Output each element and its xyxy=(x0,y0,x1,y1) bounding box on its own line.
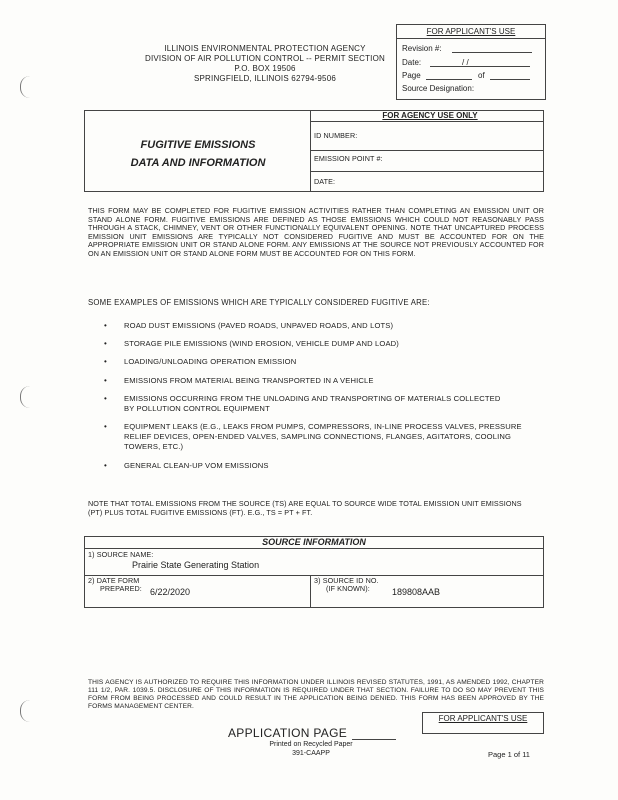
footer-applicant-title: FOR APPLICANT'S USE xyxy=(438,714,528,723)
revision-field[interactable] xyxy=(452,52,532,53)
date-prepared-label xyxy=(88,577,142,593)
bullet-icon: • xyxy=(104,357,107,366)
page-label: Page xyxy=(402,71,421,80)
scan-mark-top xyxy=(20,76,31,98)
example-item: EMISSIONS OCCURRING FROM THE UNLOADING AND TRANSPORTING OF MATERIALS COLLECTED BY POLLUTION CONTROL EQUIPMENT xyxy=(124,394,501,413)
agency-po-box: P.O. BOX 19506 xyxy=(234,64,296,73)
application-page-field[interactable] xyxy=(352,739,396,740)
date-prepared-label-1: 2) DATE FORM xyxy=(88,576,140,585)
source-name-label: 1) SOURCE NAME: xyxy=(88,550,154,559)
page-number: Page 1 of 11 xyxy=(488,750,530,759)
agency-city: SPRINGFIELD, ILLINOIS 62794-9506 xyxy=(193,74,337,83)
scan-mark-middle xyxy=(20,386,31,408)
example-item: GENERAL CLEAN-UP VOM EMISSIONS xyxy=(124,461,269,470)
footer-paragraph: THIS AGENCY IS AUTHORIZED TO REQUIRE THIS INFORMATION UNDER ILLINOIS REVISED STATUTES, 1991, AS AMENDED 1992, CHAPTER 111 1/2, PAR. 1039.5. DISCLOSURE OF THIS INFORMATION IS REQUIRED UNDER THAT SECTION. FAILURE TO DO SO MAY PREVENT THIS FORM FROM BEING PROCESSED AND COULD RESULT IN THE APPLICATION BEING DENIED. THIS FORM HAS BEEN APPROVED BY THE FORMS MANAGEMENT CENTER. xyxy=(88,679,544,710)
agency-use-title: FOR AGENCY USE ONLY xyxy=(382,111,478,120)
source-id-value[interactable]: 189808AAB xyxy=(392,587,441,597)
agency-header xyxy=(120,44,410,84)
revision-label: Revision #: xyxy=(402,44,442,53)
source-id-label-1: 3) SOURCE ID NO. xyxy=(314,576,379,585)
page-field[interactable] xyxy=(426,79,472,80)
bullet-icon: • xyxy=(104,394,107,403)
example-item: ROAD DUST EMISSIONS (PAVED ROADS, UNPAVED ROADS, AND LOTS) xyxy=(124,321,394,330)
source-id-label xyxy=(314,577,379,593)
source-designation-label: Source Designation: xyxy=(402,84,475,93)
page-total-field[interactable] xyxy=(490,79,530,80)
bullet-icon: • xyxy=(104,461,107,470)
source-id-label-2: (IF KNOWN): xyxy=(326,584,370,593)
example-item: EMISSIONS FROM MATERIAL BEING TRANSPORTED IN A VEHICLE xyxy=(124,376,374,385)
form-title xyxy=(100,136,296,172)
bullet-icon: • xyxy=(104,321,107,330)
bullet-icon: • xyxy=(104,422,107,431)
agency-name: ILLINOIS ENVIRONMENTAL PROTECTION AGENCY xyxy=(164,44,366,53)
application-page-label: APPLICATION PAGE xyxy=(228,726,348,740)
bullet-icon: • xyxy=(104,376,107,385)
date-prepared-value[interactable]: 6/22/2020 xyxy=(150,587,191,597)
intro-paragraph: THIS FORM MAY BE COMPLETED FOR FUGITIVE EMISSION ACTIVITIES RATHER THAN COMPLETING AN EMISSION UNIT OR STAND ALONE FORM. FUGITIVE EMISSIONS ARE DEFINED AS THOSE EMISSIONS WHICH COULD NOT REASONABLY PASS THROUGH A STACK, CHIMNEY, VENT OR OTHER FUNCTIONALLY EQUIVALENT OPENING. NOTE THAT UNCAPTURED PROCESS EMISSION UNIT EMISSIONS ARE TYPICALLY NOT CONSIDERED FUGITIVE AND MUST BE ACCOUNTED FOR ON THE APPROPRIATE EMISSION UNIT OR STAND ALONE FORM. ANY EMISSIONS AT THE SOURCE NOT PREVIOUSLY ACCOUNTED FOR ON AN EMISSION UNIT OR STAND ALONE FORM MUST BE ACCOUNTED FOR ON THIS FORM. xyxy=(88,206,544,258)
date-label: Date: xyxy=(402,58,422,67)
id-number-label: ID NUMBER: xyxy=(314,131,358,140)
example-item: EQUIPMENT LEAKS (E.G., LEAKS FROM PUMPS, COMPRESSORS, IN-LINE PROCESS VALVES, PRESSURE RELIEF DEVICES, OPEN-ENDED VALVES, SAMPLING CONNECTIONS, FLANGES, AGITATORS, COOLING TOWERS, ETC.) xyxy=(124,422,522,451)
source-info-title: SOURCE INFORMATION xyxy=(262,537,366,547)
source-name-value[interactable]: Prairie State Generating Station xyxy=(132,560,260,570)
recycled-paper-note: Printed on Recycled Paper xyxy=(269,741,353,748)
example-item: LOADING/UNLOADING OPERATION EMISSION xyxy=(124,357,297,366)
examples-heading: SOME EXAMPLES OF EMISSIONS WHICH ARE TYPICALLY CONSIDERED FUGITIVE ARE: xyxy=(88,298,430,307)
scan-mark-bottom xyxy=(20,700,31,722)
agency-date-label: DATE: xyxy=(314,177,336,186)
form-code: 391-CAAPP xyxy=(292,750,330,757)
example-item: STORAGE PILE EMISSIONS (WIND EROSION, VEHICLE DUMP AND LOAD) xyxy=(124,339,399,348)
page-of-label: of xyxy=(478,71,485,80)
bullet-icon: • xyxy=(104,339,107,348)
emission-point-label: EMISSION POINT #: xyxy=(314,154,383,163)
date-field[interactable] xyxy=(430,66,530,67)
applicant-use-title: FOR APPLICANT'S USE xyxy=(426,27,516,36)
form-title-line1: FUGITIVE EMISSIONS xyxy=(140,139,256,151)
date-prepared-label-2: PREPARED: xyxy=(100,584,142,593)
agency-division: DIVISION OF AIR POLLUTION CONTROL -- PERMIT SECTION xyxy=(144,54,385,63)
note-paragraph: NOTE THAT TOTAL EMISSIONS FROM THE SOURCE (TS) ARE EQUAL TO SOURCE WIDE TOTAL EMISSION UNIT EMISSIONS (PT) PLUS TOTAL FUGITIVE EMISSIONS (FT). E.G., TS = PT + FT. xyxy=(88,499,522,517)
form-title-line2: DATA AND INFORMATION xyxy=(130,157,266,169)
date-slashes: / / xyxy=(462,58,469,67)
